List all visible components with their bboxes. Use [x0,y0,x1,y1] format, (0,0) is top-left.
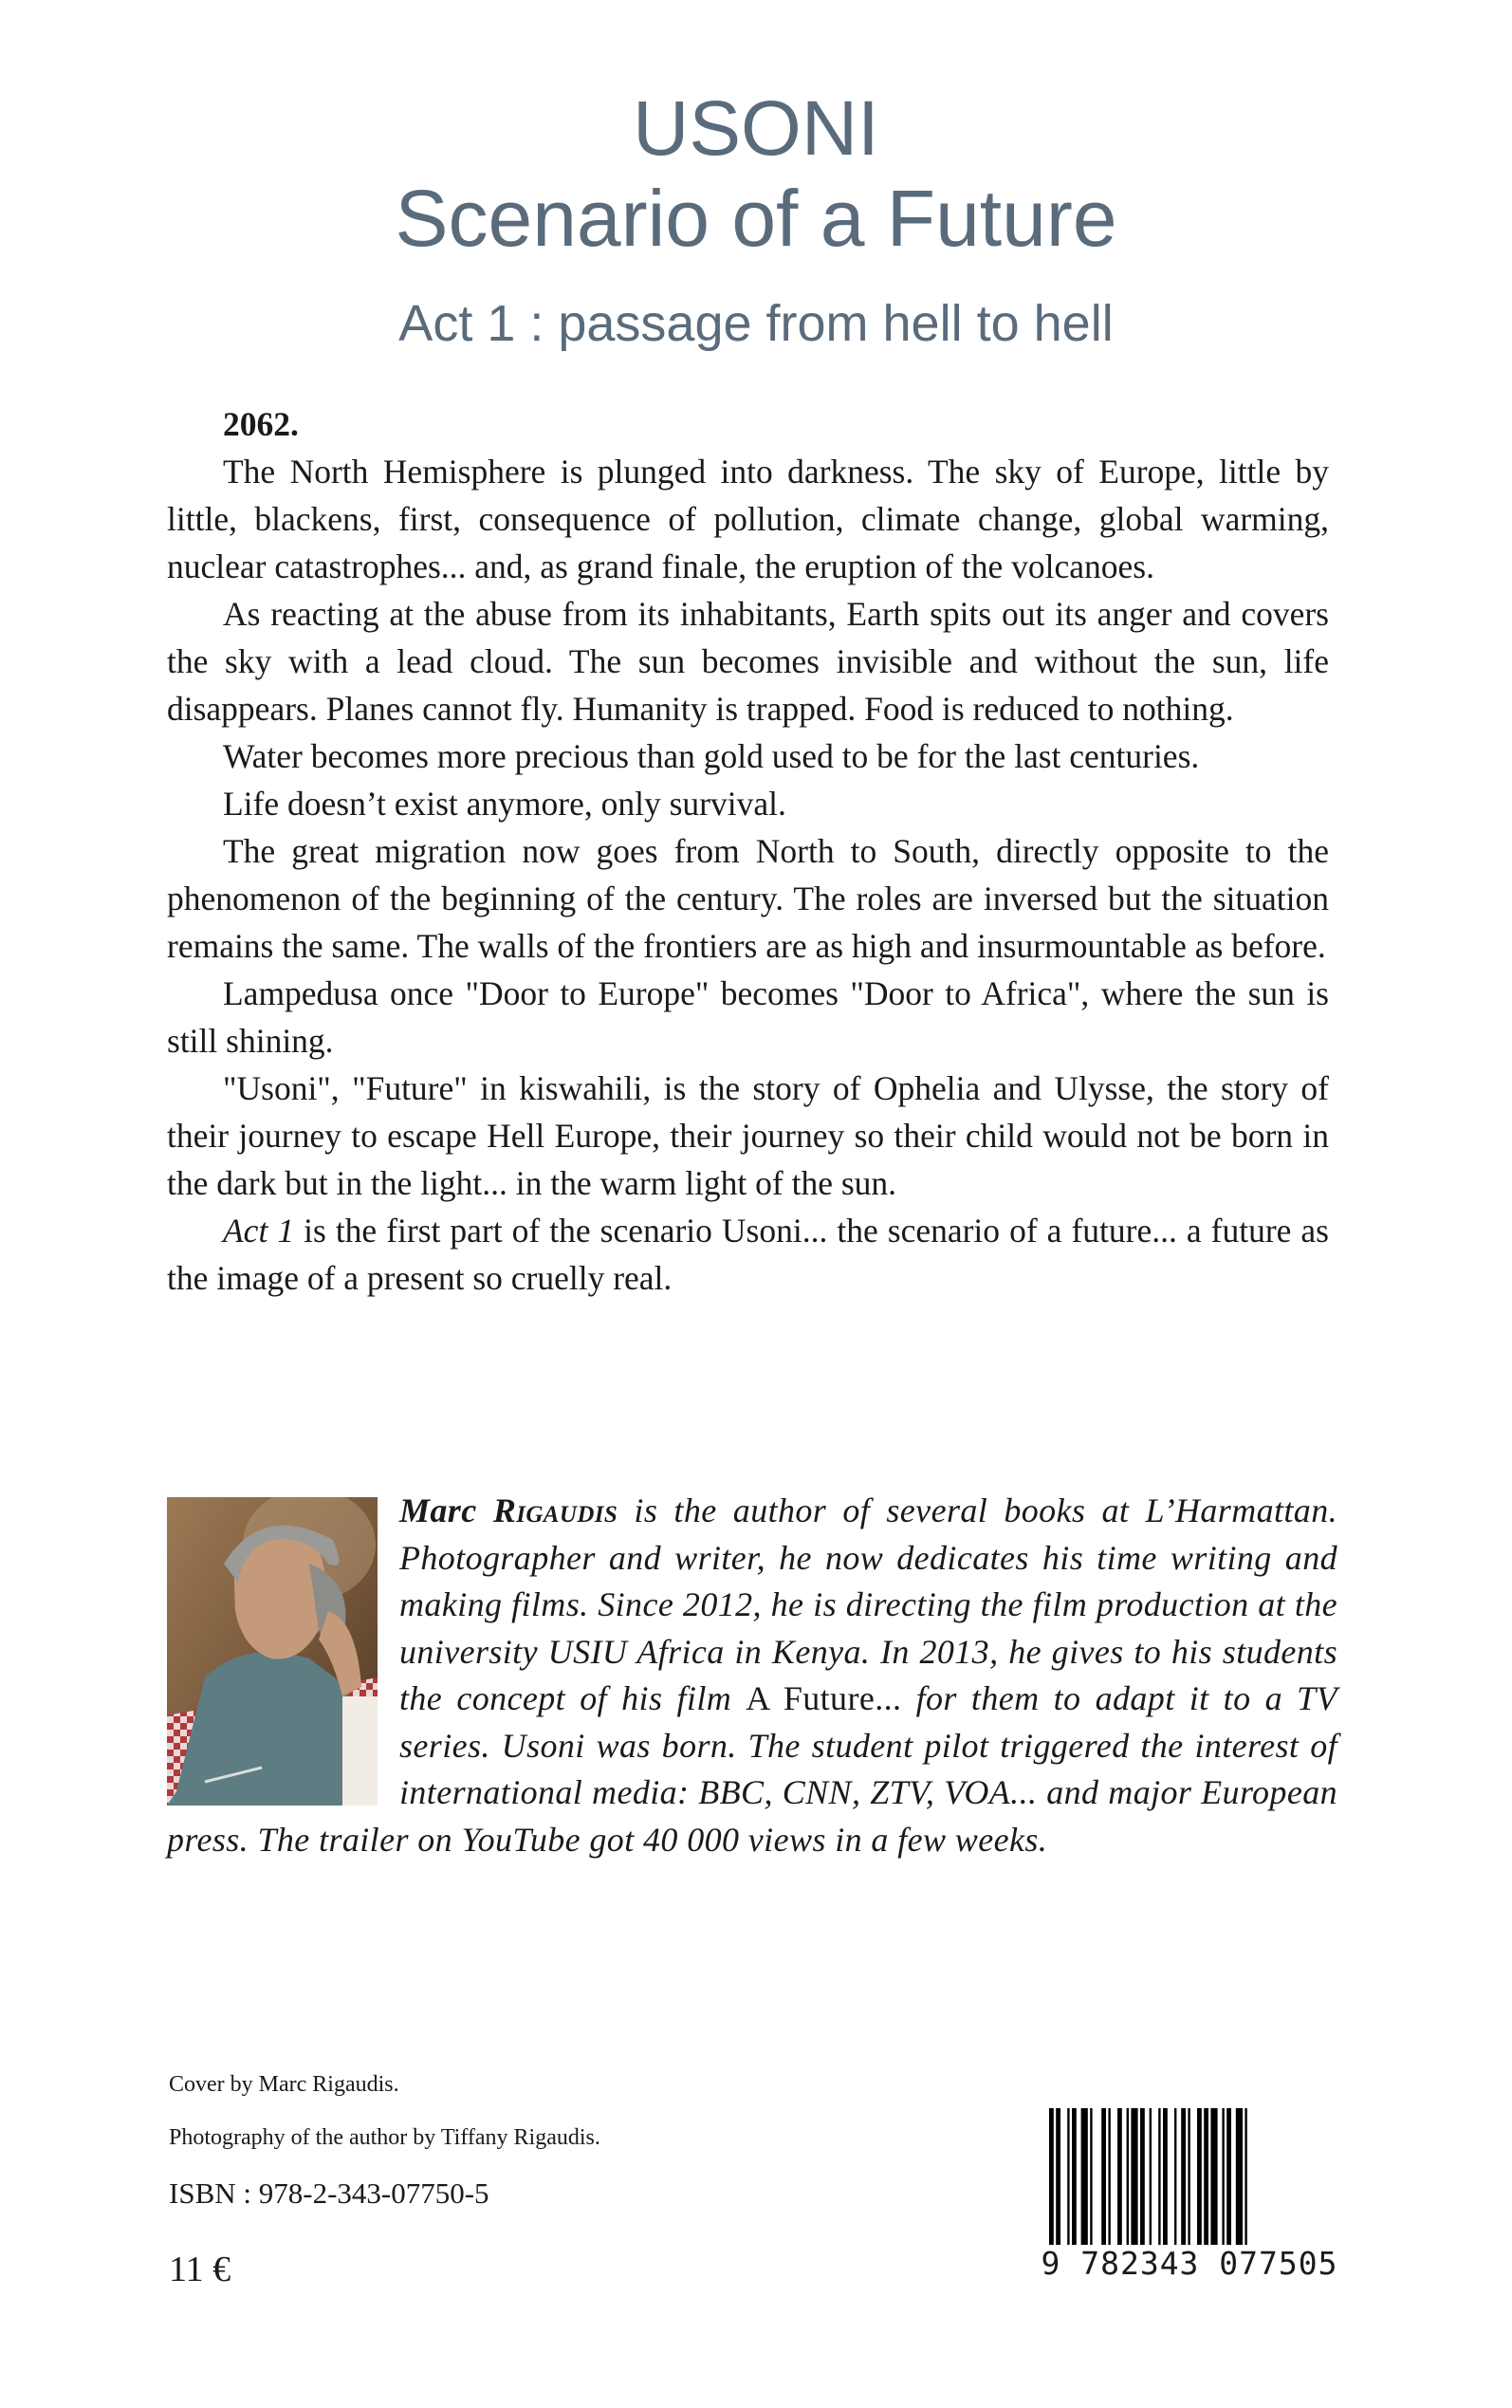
summary-year: 2062. [223,405,299,443]
barcode-bar [1188,2108,1189,2251]
barcode-bar [1163,2108,1168,2251]
film-title: A Future... [746,1679,902,1717]
summary-paragraph: Water becomes more precious than gold used to be for the last centuries. [223,737,1200,775]
barcode-bar [1226,2108,1231,2251]
barcode-bar [1158,2108,1160,2251]
barcode-bar [1197,2108,1202,2251]
bio-text-1: is the author of several books at L’Harmattan. Photographer and writer, he now dedicates his time writing and making films. Since 2012, he is directing the film production at the university USIU Africa in Kenya. In 2013, he gives to his students the concept of his film [399,1491,1338,1717]
barcode-bar [1150,2108,1152,2251]
barcode-bar [1056,2108,1060,2251]
summary-paragraph-tail: is the first part of the scenario Usoni... the scenario of a future... a future as the image of a present so cruelly real. [167,1212,1329,1297]
photo-spacer [167,1488,399,1808]
barcode-bar [1140,2108,1145,2251]
barcode-bar [1131,2108,1137,2251]
barcode-bar [1174,2108,1176,2251]
isbn: ISBN : 978-2-343-07750-5 [169,2176,489,2210]
barcode-digits: 9 782343 077505 [1038,2245,1341,2282]
summary-paragraph: The great migration now goes from North to South, directly opposite to the phenomenon of the beginning of the century. The roles are inversed but the situation remains the same. The walls of the frontiers are as high and insurmountable as before. [167,832,1329,965]
price: 11 € [169,2250,231,2289]
barcode-bar [1127,2108,1129,2251]
author-name [399,1491,618,1529]
barcode-bar [1245,2108,1246,2251]
summary-paragraph: Life doesn’t exist anymore, only survival. [223,785,786,823]
barcode-bar [1072,2108,1077,2251]
barcode-bar [1090,2108,1092,2251]
book-title: USONI [633,85,879,172]
barcode-bar [1117,2108,1122,2251]
summary-paragraph: As reacting at the abuse from its inhabitants, Earth spits out its anger and covers the sky with a lead cloud. The sun becomes invisible and without the sun, life disappears. Planes cannot fly. Humanity is trapped. Food is reduced to nothing. [167,595,1329,728]
barcode-bar [1049,2108,1054,2251]
bio-text-2: for them to adapt it to a TV series. Usoni was born. The student pilot triggered the interest of international media: BBC, CNN, ZTV, VOA... and major European press. The trailer on YouTube got 40 000 views in a few weeks. [167,1679,1337,1859]
barcode-bar [1067,2108,1069,2251]
barcode-bar [1101,2108,1106,2251]
author-last-name: Rigaudis [492,1491,618,1529]
summary-text [167,400,1329,1302]
summary-paragraph: "Usoni", "Future" in kiswahili, is the story of Ophelia and Ulysse, the story of their journey to escape Hell Europe, their journey so their child would not be born in the dark but in the light... in the warm light of the sun. [167,1069,1329,1202]
photo-credit: Photography of the author by Tiffany Rigaudis. [169,2125,600,2150]
barcode-bar [1081,2108,1088,2251]
author-bio [167,1488,1337,1863]
cover-credit: Cover by Marc Rigaudis. [169,2072,399,2097]
barcode-bar [1210,2108,1217,2251]
barcode-bar [1236,2108,1243,2251]
act-heading: Act 1 : passage from hell to hell [398,295,1114,352]
barcode-bar [1108,2108,1110,2251]
act-reference: Act 1 [223,1212,295,1250]
barcode-bar [1204,2108,1208,2251]
book-subtitle: Scenario of a Future [395,174,1117,263]
summary-paragraph: Lampedusa once "Door to Europe" becomes "Door to Africa", where the sun is still shining. [167,974,1329,1060]
author-first-name: Marc [399,1491,477,1529]
summary-paragraph: The North Hemisphere is plunged into darkness. The sky of Europe, little by little, blackens, first, consequence of pollution, climate change, global warming, nuclear catastrophes... and, as grand finale, the eruption of the volcanoes. [167,453,1329,585]
barcode-bar [1181,2108,1186,2251]
barcode-bar [1222,2108,1224,2251]
summary-paragraph [167,1207,1329,1302]
